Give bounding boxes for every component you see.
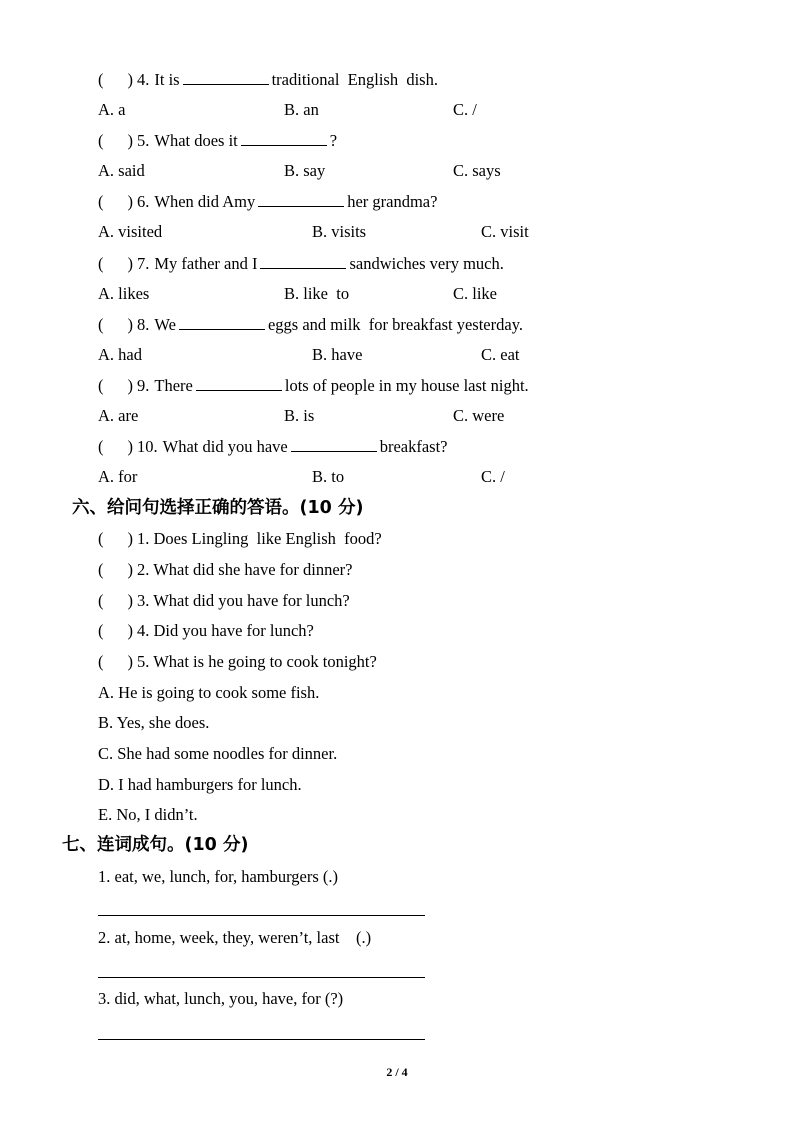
question-line	[98, 436, 448, 457]
answer-bracket-close: )	[127, 437, 133, 456]
answer-writing-line[interactable]	[98, 915, 425, 916]
question-text: 2. What did she have for dinner?	[137, 560, 353, 579]
answer-option: B. an	[284, 100, 319, 119]
answer-option: C. visit	[481, 222, 529, 241]
answer-option: C. like	[453, 284, 497, 303]
answer-bracket-close: )	[127, 70, 133, 89]
answer-bracket-open: (	[98, 70, 104, 89]
answer-bracket-close: )	[127, 376, 133, 395]
section-7-title: 七、连词成句。(10 分)	[62, 835, 249, 855]
fill-in-blank[interactable]	[260, 253, 346, 269]
question-line	[98, 130, 337, 151]
answer-option: C. eat	[481, 345, 520, 364]
question-text: 4. Did you have for lunch?	[137, 621, 314, 640]
answer-bracket-close: )	[127, 254, 133, 273]
fill-in-blank[interactable]	[183, 69, 269, 85]
question-text: 3. What did you have for lunch?	[137, 591, 350, 610]
answer-option: C. says	[453, 161, 501, 180]
matching-question	[98, 529, 382, 549]
fill-in-blank[interactable]	[291, 436, 377, 452]
answer-option: B. visits	[312, 222, 367, 241]
answer-option: A. visited	[98, 222, 163, 241]
question-text-after: traditional English dish.	[271, 70, 438, 89]
fill-in-blank[interactable]	[241, 130, 327, 146]
question-text-after: eggs and milk for breakfast yesterday.	[267, 315, 524, 334]
question-text-before: What does it	[154, 131, 238, 150]
answer-option: C. /	[453, 100, 477, 119]
question-line	[98, 253, 504, 274]
answer-writing-line[interactable]	[98, 977, 425, 978]
answer-bracket-close: )	[127, 652, 133, 671]
question-line	[98, 191, 437, 212]
answer-option: B. is	[284, 406, 315, 425]
answer-option: A. had	[98, 345, 142, 364]
question-text-before: What did you have	[162, 437, 288, 456]
question-text-after: sandwiches very much.	[349, 254, 504, 273]
section-6-title: 六、给问句选择正确的答语。(10 分)	[72, 498, 364, 518]
answer-option: B. like to	[284, 284, 350, 303]
matching-question	[98, 591, 350, 611]
answer-option: B. have	[312, 345, 363, 364]
question-text-after: lots of people in my house last night.	[284, 376, 529, 395]
question-number: 5.	[137, 131, 150, 150]
question-number: 6.	[137, 192, 150, 211]
answer-bracket-open: (	[98, 621, 104, 640]
answer-bracket-open: (	[98, 529, 104, 548]
word-list: 3. did, what, lunch, you, have, for (?)	[98, 989, 344, 1008]
question-text-before: It is	[154, 70, 180, 89]
page-number: 2 / 4	[386, 1065, 408, 1079]
answer-option: A. said	[98, 161, 145, 180]
question-number: 10.	[137, 437, 158, 456]
fill-in-blank[interactable]	[258, 191, 344, 207]
answer-bracket-open: (	[98, 560, 104, 579]
answer-bracket-open: (	[98, 131, 104, 150]
matching-answer: C. She had some noodles for dinner.	[98, 744, 338, 763]
word-list: 2. at, home, week, they, weren’t, last (.)	[98, 928, 372, 947]
answer-option: C. were	[453, 406, 505, 425]
question-text: 5. What is he going to cook tonight?	[137, 652, 377, 671]
question-number: 8.	[137, 315, 150, 334]
answer-bracket-close: )	[127, 529, 133, 548]
word-list: 1. eat, we, lunch, for, hamburgers (.)	[98, 867, 339, 886]
answer-option: A. are	[98, 406, 139, 425]
answer-option: B. say	[284, 161, 326, 180]
matching-answer: D. I had hamburgers for lunch.	[98, 775, 302, 794]
matching-question	[98, 560, 353, 580]
question-text-before: We	[154, 315, 176, 334]
answer-writing-line[interactable]	[98, 1039, 425, 1040]
answer-bracket-close: )	[127, 621, 133, 640]
matching-question	[98, 652, 377, 672]
question-text-before: There	[154, 376, 193, 395]
answer-bracket-open: (	[98, 437, 104, 456]
question-line	[98, 69, 438, 90]
answer-bracket-open: (	[98, 652, 104, 671]
matching-answer: A. He is going to cook some fish.	[98, 683, 320, 702]
answer-bracket-close: )	[127, 131, 133, 150]
matching-answer: E. No, I didn’t.	[98, 805, 198, 824]
answer-bracket-open: (	[98, 254, 104, 273]
question-text-before: My father and I	[154, 254, 258, 273]
question-number: 9.	[137, 376, 150, 395]
matching-question	[98, 621, 314, 641]
answer-option: A. likes	[98, 284, 150, 303]
fill-in-blank[interactable]	[196, 375, 282, 391]
question-line	[98, 375, 529, 396]
fill-in-blank[interactable]	[179, 314, 265, 330]
answer-option: A. for	[98, 467, 138, 486]
question-line	[98, 314, 523, 335]
question-text: 1. Does Lingling like English food?	[137, 529, 382, 548]
answer-bracket-open: (	[98, 591, 104, 610]
question-text-before: When did Amy	[154, 192, 256, 211]
answer-option: A. a	[98, 100, 126, 119]
answer-bracket-close: )	[127, 560, 133, 579]
question-text-after: ?	[329, 131, 338, 150]
answer-bracket-open: (	[98, 192, 104, 211]
answer-bracket-close: )	[127, 192, 133, 211]
answer-option: B. to	[312, 467, 345, 486]
matching-answer: B. Yes, she does.	[98, 713, 210, 732]
question-text-after: breakfast?	[379, 437, 448, 456]
answer-bracket-close: )	[127, 315, 133, 334]
answer-bracket-open: (	[98, 376, 104, 395]
answer-bracket-open: (	[98, 315, 104, 334]
answer-bracket-close: )	[127, 591, 133, 610]
answer-option: C. /	[481, 467, 505, 486]
question-text-after: her grandma?	[347, 192, 438, 211]
question-number: 4.	[137, 70, 150, 89]
question-number: 7.	[137, 254, 150, 273]
